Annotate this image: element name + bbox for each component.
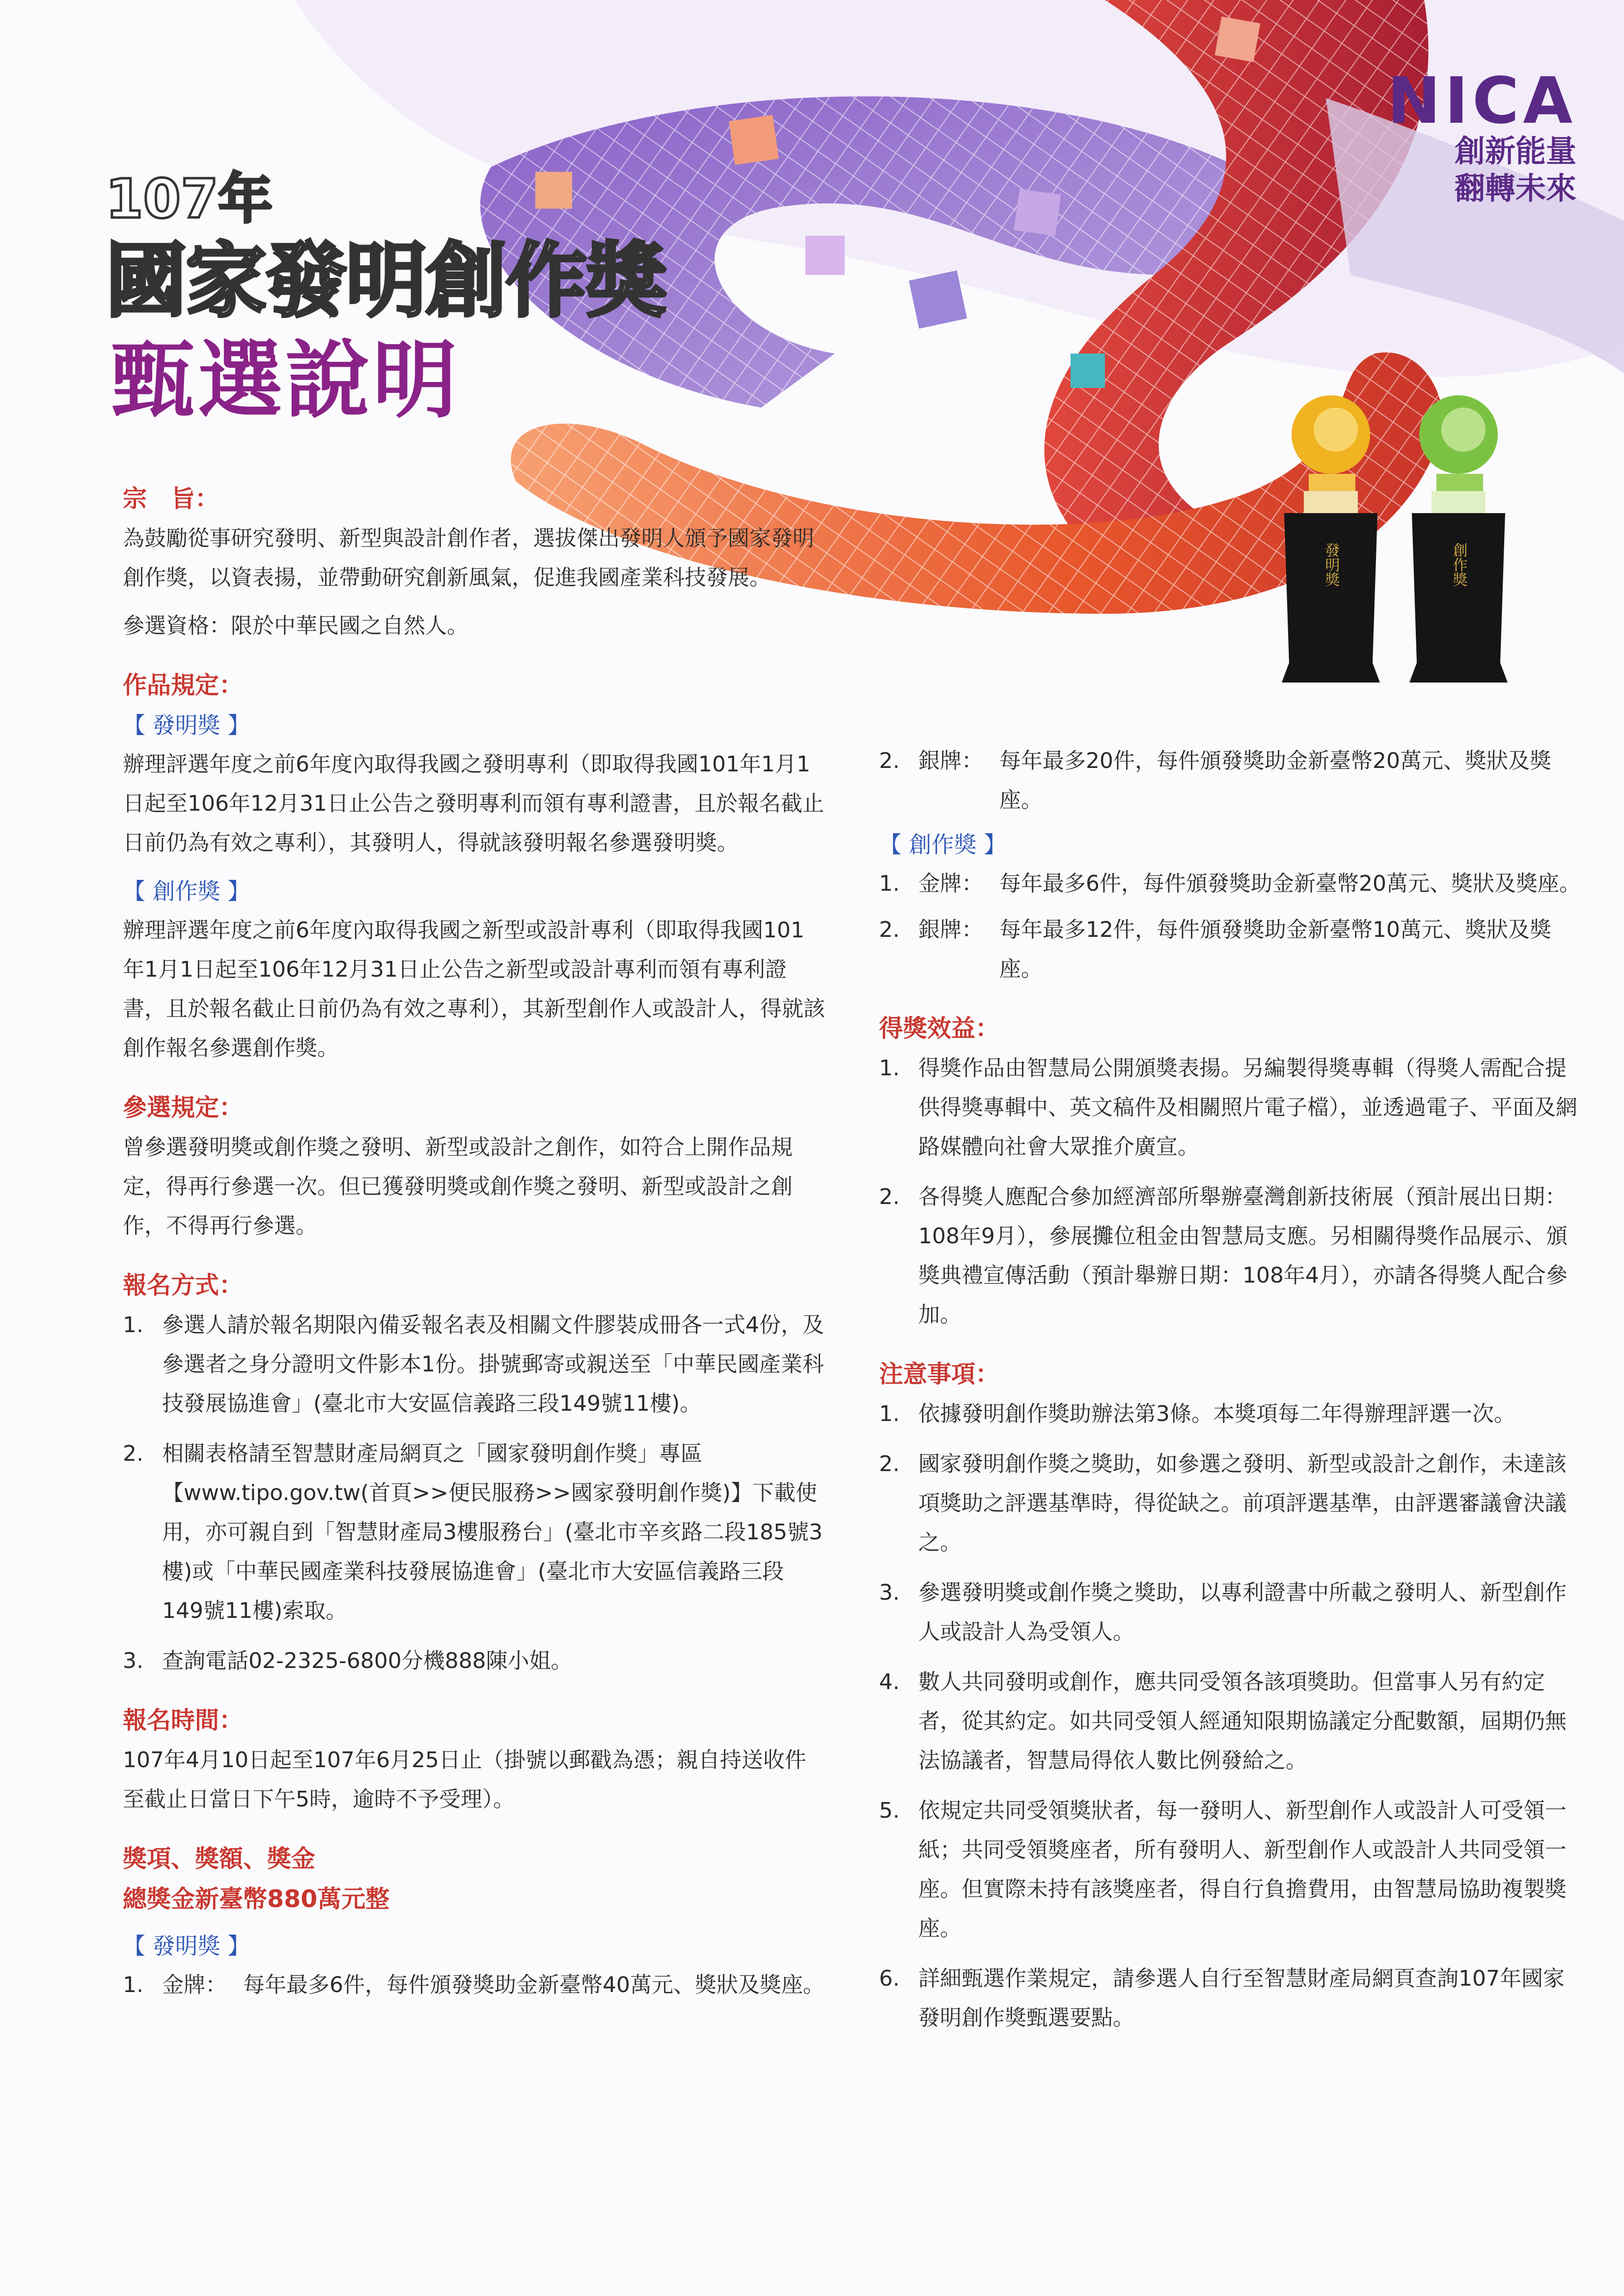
list-item: 6. 詳細甄選作業規定，請參選人自行至智慧財產局網頁查詢107年國家發明創作獎甄選要點。 [879, 1966, 1565, 2030]
work-rules-section [123, 665, 825, 1068]
invention-rule-body: 辦理評選年度之前6年度內取得我國之發明專利（即取得我國101年1月1日起至106年12月31日止公告之發明專利而領有專利證書，且於報名截止日前仍為有效之專利），其發明人，得就該發明報名參選發明獎。 [123, 752, 824, 855]
trophy-creation [1404, 388, 1513, 687]
participation-section [123, 1088, 825, 1246]
list-item: 5. 依規定共同受領獎狀者，每一發明人、新型創作人或設計人可受領一紙；共同受領獎座者，所有發明人、新型創作人或設計人共同受領一座。但實際未持有該獎座者，得自行負擔費用，由智慧局協助複製獎座。 [879, 1798, 1567, 1941]
registration-section [123, 1265, 825, 1681]
work-rules-heading: 作品規定： [123, 671, 244, 699]
purpose-heading: 宗 旨： [123, 485, 220, 513]
page-title: 國家發明創作獎 [106, 234, 666, 328]
awards-heading: 獎項、獎額、獎金 [123, 1845, 316, 1873]
eligibility-text: 參選資格：限於中華民國之自然人。 [123, 613, 468, 638]
creation-rule-body: 辦理評選年度之前6年度內取得我國之新型或設計專利（即取得我國101年1月1日起至106年12月31日止公告之新型或設計專利而領有專利證書，且於報名截止日前仍為有效之專利），其新型創作人或設計人，得就該創作報名參選創作獎。 [123, 918, 825, 1061]
trophy-invention [1277, 388, 1385, 687]
award-item: 1. 金牌： 每年最多6件，每件頒發獎助金新臺幣20萬元、獎狀及獎座。 [879, 871, 1581, 896]
award-item: 1. 金牌： 每年最多6件，每件頒發獎助金新臺幣40萬元、獎狀及獎座。 [123, 1972, 825, 1997]
page-subtitle: 甄選說明 [110, 331, 460, 430]
award-item: 2. 銀牌： 每年最多12件，每件頒發獎助金新臺幣10萬元、獎狀及獎座。 [879, 917, 1551, 982]
list-item: 4. 數人共同發明或創作，應共同受領各該項獎助。但當事人另有約定者，從其約定。如共同受領人經通知限期協議定分配數額，屆期仍無法協議者，智慧局得依人數比例發給之。 [879, 1669, 1567, 1773]
benefits-heading: 得獎效益： [879, 1014, 1000, 1042]
list-item: 2. 國家發明創作獎之獎助，如參選之發明、新型或設計之創作，未達該項獎助之評選基準時，得從缺之。前項評選基準，由評選審議會決議之。 [879, 1451, 1567, 1555]
list-item: 1. 得獎作品由智慧局公開頒獎表揚。另編製得獎專輯（得獎人需配合提供得獎專輯中、英文稿件及相關照片電子檔），並透過電子、平面及網路媒體向社會大眾推介廣宣。 [879, 1056, 1577, 1159]
purpose-body: 為鼓勵從事研究發明、新型與設計創作者，選拔傑出發明人頒予國家發明創作獎，以資表揚，並帶動研究創新風氣，促進我國產業科技發展。 [123, 526, 814, 590]
list-item: 2. 相關表格請至智慧財產局網頁之「國家發明創作獎」專區【www.tipo.gov.tw(首頁>>便民服務>>國家發明創作獎)】下載使用，亦可親自到「智慧財產局3樓服務台」(臺北市辛亥路二段185號3樓)或「中華民國產業科技發展協進會」(臺北市大安區信義路三段149號11樓)索取。 [123, 1441, 823, 1623]
registration-heading: 報名方式： [123, 1271, 244, 1299]
left-column [123, 479, 825, 2023]
logo-mark: NICA [1387, 63, 1576, 138]
awards-creation-label: 【 創作獎 】 [879, 831, 1007, 858]
trophy-invention-label: 發明獎 [1322, 543, 1340, 587]
registration-time-heading: 報名時間： [123, 1706, 244, 1734]
logo-slogan-line2: 翻轉未來 [1454, 170, 1576, 206]
list-item: 2. 各得獎人應配合參加經濟部所舉辦臺灣創新技術展（預計展出日期：108年9月），參展攤位租金由智慧局支應。另相關得獎作品展示、頒獎典禮宣傳活動（預計舉辦日期：108年4月），亦請各得獎人配合參加。 [879, 1184, 1568, 1327]
awards-total: 總獎金新臺幣880萬元整 [123, 1885, 390, 1913]
award-item: 2. 銀牌： 每年最多20件，每件頒發獎助金新臺幣20萬元、獎狀及獎座。 [879, 748, 1551, 813]
benefits-section [879, 1009, 1581, 1335]
list-item: 1. 依據發明創作獎助辦法第3條。本獎項每二年得辦理評選一次。 [879, 1401, 1515, 1426]
invention-award-label: 【 發明獎 】 [123, 712, 250, 738]
logo-slogan-line1: 創新能量 [1454, 133, 1576, 169]
awards-section [123, 1839, 825, 2005]
list-item: 1. 參選人請於報名期限內備妥報名表及相關文件膠裝成冊各一式4份，及參選者之身分證明文件影本1份。掛號郵寄或親送至「中華民國產業科技發展協進會」(臺北市大安區信義路三段149號11樓)。 [123, 1312, 824, 1416]
awards-invention-label: 【 發明獎 】 [123, 1933, 250, 1959]
registration-time-section [123, 1700, 825, 1819]
registration-time-body: 107年4月10日起至107年6月25日止（掛號以郵戳為憑；親自持送收件至截止日當日下午5時，逾時不予受理）。 [123, 1748, 806, 1812]
list-item: 3. 查詢電話02-2325-6800分機888陳小姐。 [123, 1648, 573, 1673]
trophy-creation-label: 創作獎 [1450, 543, 1467, 587]
nica-logo [1370, 63, 1576, 207]
notes-heading: 注意事項： [879, 1360, 1000, 1388]
notes-section [879, 1354, 1581, 2038]
purpose-section [123, 479, 825, 646]
participation-body: 曾參選發明獎或創作獎之發明、新型或設計之創作，如符合上開作品規定，得再行參選一次。但已獲發明獎或創作獎之發明、新型或設計之創作，不得再行參選。 [123, 1135, 793, 1238]
creation-award-label: 【 創作獎 】 [123, 878, 250, 904]
list-item: 3. 參選發明獎或創作獎之獎助，以專利證書中所載之發明人、新型創作人或設計人為受領人。 [879, 1580, 1567, 1644]
awards-continued [879, 741, 1581, 989]
right-column [879, 741, 1581, 2055]
participation-heading: 參選規定： [123, 1093, 244, 1121]
title-year: 107年 [106, 167, 273, 230]
